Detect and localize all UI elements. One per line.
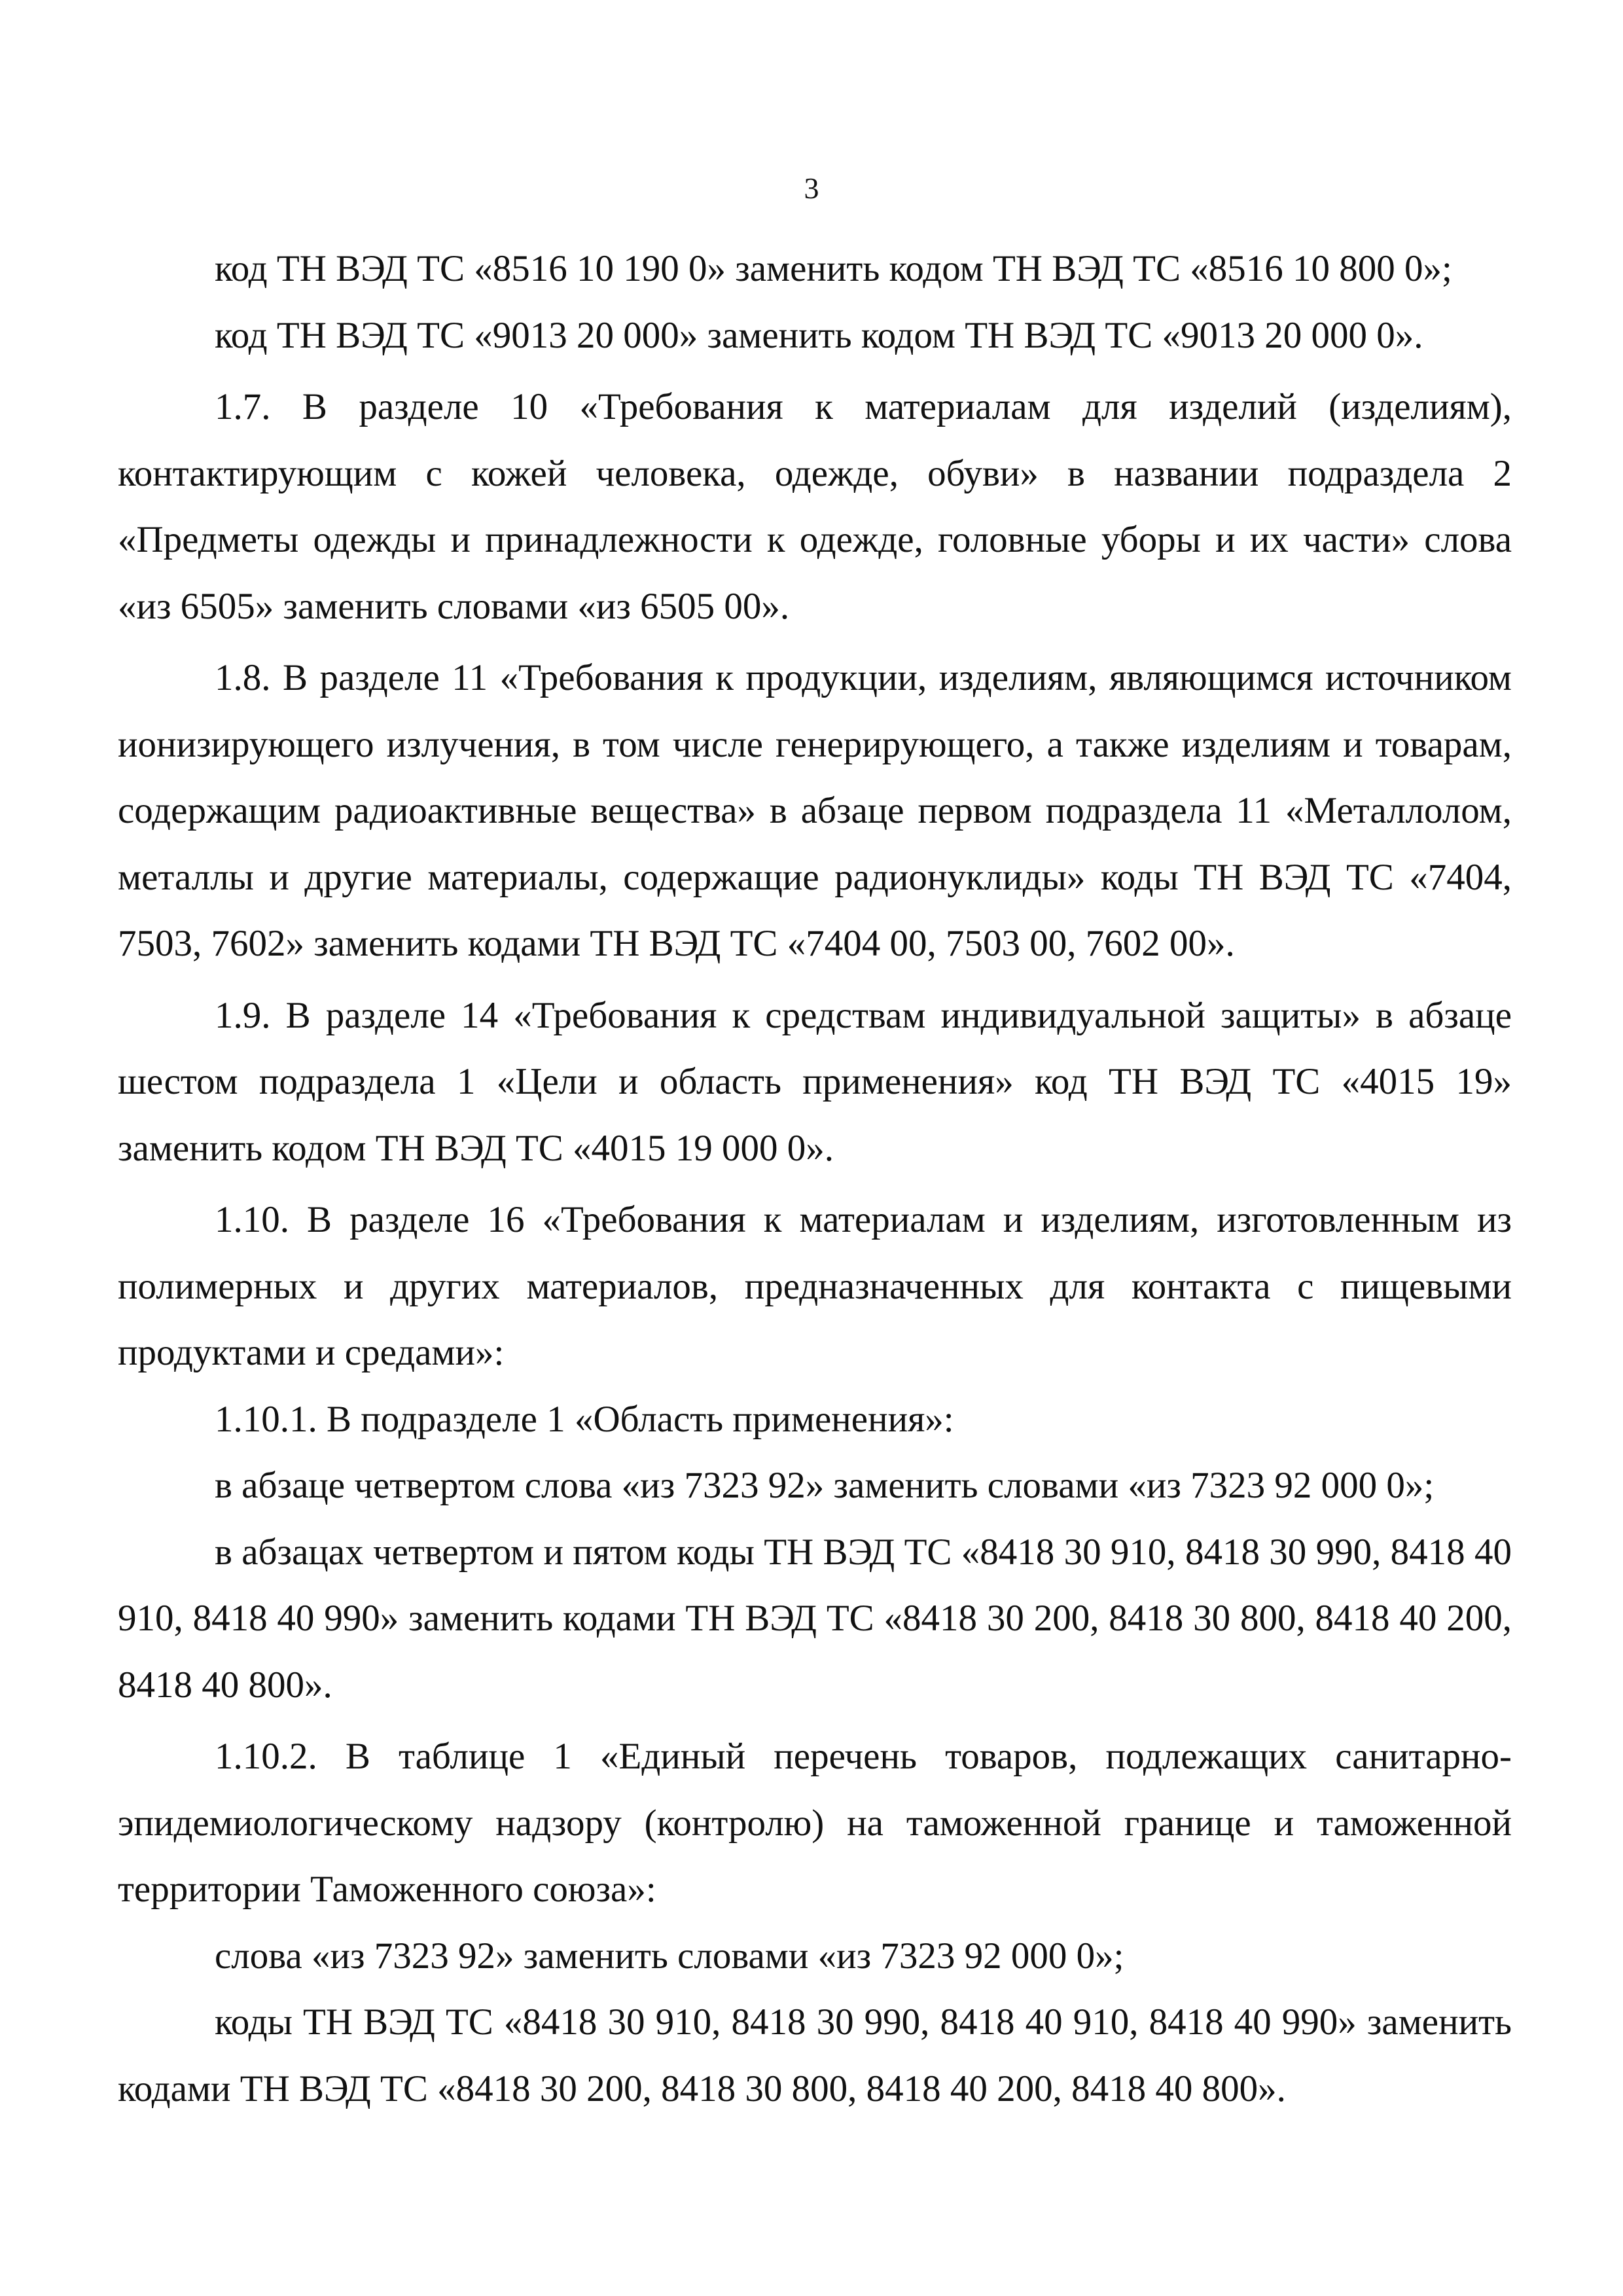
paragraph-slova-7323: слова «из 7323 92» заменить словами «из 7323 92 000 0»; [215,1935,1124,1977]
paragraph-1-10-2: 1.10.2. В таблице 1 «Единый перечень товаров, подлежащих санитарно-эпидемиологическому надзору (контролю) на таможенной границе и таможенной территории Таможенного союза»: [118,1736,1512,1910]
paragraph-code-9013: код ТН ВЭД ТС «9013 20 000» заменить кодом ТН ВЭД ТС «9013 20 000 0». [215,314,1423,356]
paragraph-1-10: 1.10. В разделе 16 «Требования к материалам и изделиям, изготовленным из полимерных и других материалов, предназначенных для контакта с пищевыми продуктами и средами»: [118,1199,1512,1373]
paragraph-code-8516: код ТН ВЭД ТС «8516 10 190 0» заменить кодом ТН ВЭД ТС «8516 10 800 0»; [215,248,1452,289]
paragraph-abzac-chetvertyi: в абзаце четвертом слова «из 7323 92» заменить словами «из 7323 92 000 0»; [215,1465,1435,1506]
paragraph-1-7: 1.7. В разделе 10 «Требования к материалам для изделий (изделиям), контактирующим с кожей человека, одежде, обуви» в названии подраздела 2 «Предметы одежды и принадлежности к одежде, головные уборы и их части» слова «из 6505» заменить словами «из 6505 00». [118,386,1512,627]
paragraph-1-8: 1.8. В разделе 11 «Требования к продукции, изделиям, являющимся источником ионизирующего излучения, в том числе генерирующего, а также изделиям и товарам, содержащим радиоактивные вещества» в абзаце первом подраздела 11 «Металлолом, металлы и другие материалы, содержащие радионуклиды» коды ТН ВЭД ТС «7404, 7503, 7602» заменить кодами ТН ВЭД ТС «7404 00, 7503 00, 7602 00». [118,657,1512,964]
paragraph-1-9: 1.9. В разделе 14 «Требования к средствам индивидуальной защиты» в абзаце шестом подраздела 1 «Цели и область применения» код ТН ВЭД ТС «4015 19» заменить кодом ТН ВЭД ТС «4015 19 000 0». [118,994,1512,1169]
document-body [118,236,1512,2122]
page-number: 3 [804,171,819,205]
paragraph-abzacy-chetvertyi-pyatyi: в абзацах четвертом и пятом коды ТН ВЭД ТС «8418 30 910, 8418 30 990, 8418 40 910, 8418 40 990» заменить кодами ТН ВЭД ТС «8418 30 200, 8418 30 800, 8418 40 200, 8418 40 800». [118,1531,1512,1706]
paragraph-kody-8418: коды ТН ВЭД ТС «8418 30 910, 8418 30 990, 8418 40 910, 8418 40 990» заменить кодами ТН ВЭД ТС «8418 30 200, 8418 30 800, 8418 40 200, 8418 40 800». [118,2001,1512,2109]
paragraph-1-10-1: 1.10.1. В подразделе 1 «Область применения»: [215,1398,954,1440]
